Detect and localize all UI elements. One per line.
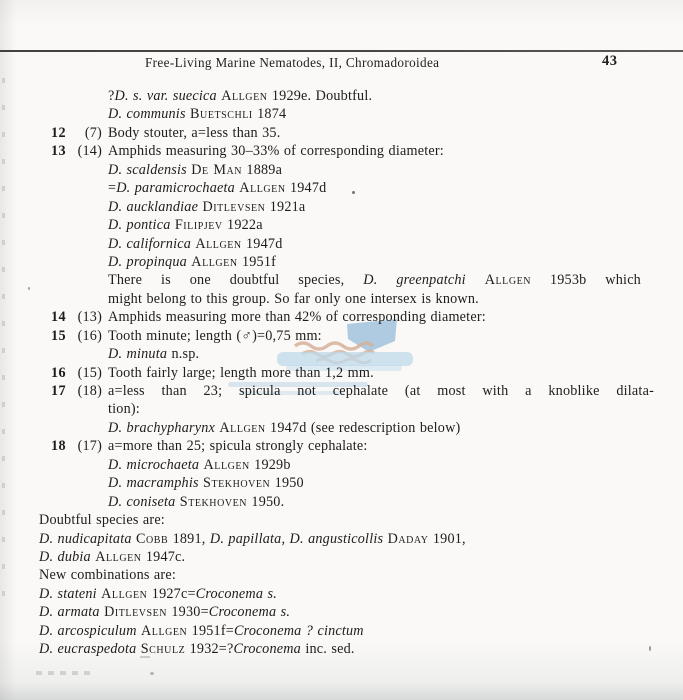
text-segment: Schulz [140, 641, 186, 658]
text-segment: Stekhoven [203, 475, 271, 492]
text-segment: 1950 [270, 475, 304, 492]
line-text [39, 623, 364, 639]
text-segment: ? [108, 88, 115, 104]
text-segment: D. communis [108, 106, 191, 123]
text-segment: 1874 [252, 106, 287, 123]
text-segment: 1950. [247, 493, 285, 510]
text-segment: Ditlevsen [202, 198, 266, 215]
text-segment: n.sp. [171, 346, 200, 363]
text-segment: Stekhoven [179, 493, 248, 510]
key-backreference: (15) [77, 364, 102, 381]
text-segment: Doubtful species are: [39, 512, 165, 529]
line-text [108, 309, 486, 325]
text-segment: 1953b which [531, 272, 641, 289]
text-segment: Cobb [136, 530, 169, 547]
text-segment: De Man [191, 161, 243, 178]
line-text [108, 438, 368, 454]
line-text [39, 531, 466, 547]
text-segment: 1947d [241, 235, 283, 252]
line-text [39, 604, 290, 620]
key-entry-line [0, 124, 683, 142]
text-segment: tion): [108, 401, 140, 418]
line-text [108, 254, 276, 270]
text-segment: 1947d (see redescription below) [265, 419, 461, 436]
text-segment: a=more than 25; spicula strongly cephalate: [108, 438, 368, 455]
paragraph-line [0, 566, 683, 584]
line-text [39, 641, 355, 657]
text-segment: Allgen [101, 585, 148, 602]
text-segment: Allgen [191, 253, 238, 270]
key-entry-line [0, 437, 683, 455]
indented-line [0, 400, 683, 418]
line-text [108, 346, 199, 362]
indented-line [0, 179, 683, 197]
line-text [108, 328, 322, 344]
key-number: 13 [51, 143, 66, 160]
scan-speck [150, 672, 154, 675]
text-segment: Allgen [484, 272, 532, 289]
indented-line [0, 456, 683, 474]
text-segment: 1947c. [141, 548, 186, 565]
paragraph-line [0, 511, 683, 529]
text-segment: D. macramphis [108, 475, 204, 492]
line-text [108, 88, 372, 104]
line-text [108, 199, 305, 215]
taxonomic-key-list [0, 87, 683, 659]
text-segment: 1951f [237, 253, 277, 270]
text-segment: Filipjev [174, 217, 223, 234]
text-segment: Allgen [219, 419, 266, 436]
paragraph-line [0, 585, 683, 603]
line-text [108, 401, 140, 417]
indented-line [0, 235, 683, 253]
line-text [108, 457, 291, 473]
text-segment: D. papillata, D. angusticollis [209, 530, 388, 547]
key-backreference: (13) [77, 309, 102, 326]
line-text [108, 494, 284, 510]
text-segment: Buetschli [190, 106, 253, 123]
indented-line [0, 253, 683, 271]
text-segment: Allgen [239, 180, 286, 197]
indented-line [0, 161, 683, 179]
text-segment: D. minuta [108, 346, 172, 363]
key-entry-line [0, 364, 683, 382]
paragraph-line [0, 548, 683, 566]
key-number: 15 [51, 327, 66, 344]
text-segment: D. aucklandiae [108, 198, 203, 215]
text-segment: D. brachypharynx [108, 419, 220, 436]
key-number: 18 [51, 438, 66, 455]
text-segment: might belong to this group. So far only one intersex is known. [108, 290, 479, 307]
line-text [108, 162, 282, 178]
indented-line [0, 474, 683, 492]
text-segment: There is one doubtful species, [108, 272, 364, 289]
key-entry-line [0, 142, 683, 160]
text-segment: inc. sed. [305, 641, 355, 658]
text-segment: Amphids measuring 30–33% of corresponding diameter: [108, 143, 444, 160]
text-segment: D. scaldensis [108, 161, 192, 178]
text-segment: Allgen [203, 456, 250, 473]
paragraph-line [0, 530, 683, 548]
text-segment: 1891, [168, 530, 210, 547]
text-segment: 1929e. Doubtful. [267, 88, 373, 104]
line-text [39, 549, 185, 565]
text-segment: D. armata [39, 604, 105, 621]
text-segment: Croconema [233, 641, 306, 658]
text-segment: 1929b [249, 456, 291, 473]
line-text [108, 180, 326, 196]
text-segment: 1901, [428, 530, 466, 547]
text-segment: 1932=? [185, 641, 234, 658]
text-segment: a=less than 23; spicula not cephalate (at most with a knoblike dilata- [108, 383, 654, 399]
paragraph-line [0, 640, 683, 658]
text-segment: 1947d [285, 180, 327, 197]
text-segment: New combinations are: [39, 567, 176, 584]
text-segment: D. pontica [108, 217, 175, 234]
key-entry-line [0, 327, 683, 345]
indented-line [0, 290, 683, 308]
line-text [39, 567, 176, 583]
text-segment: Allgen [195, 235, 242, 252]
key-number: 14 [51, 309, 66, 326]
text-segment: Allgen [95, 548, 142, 565]
key-entry-line [0, 308, 683, 326]
indented-line [0, 87, 683, 105]
text-segment: D. propinqua [108, 253, 192, 270]
indented-line [0, 345, 683, 363]
key-number: 17 [51, 383, 66, 399]
line-text [39, 512, 165, 528]
text-segment: D. greenpatchi [363, 272, 485, 289]
line-text [108, 125, 280, 141]
key-backreference: (14) [77, 143, 102, 160]
indented-line [0, 493, 683, 511]
line-text [108, 106, 286, 122]
line-text [108, 271, 641, 289]
text-segment: Amphids measuring more than 42% of corresponding diameter: [108, 309, 486, 326]
text-segment: 1927c= [147, 585, 196, 602]
text-segment: D. paramicrochaeta [116, 180, 240, 197]
line-text [108, 236, 283, 252]
text-segment: Body stouter, a=less than 35. [108, 124, 281, 141]
key-number: 16 [51, 364, 66, 381]
indented-line [0, 271, 683, 289]
line-text [108, 291, 479, 307]
key-entry-line [0, 382, 683, 400]
text-segment: Croconema s. [208, 604, 291, 621]
indented-line [0, 105, 683, 123]
line-text [108, 475, 304, 491]
line-text [39, 586, 277, 602]
scan-smudge [36, 671, 92, 675]
text-segment: Croconema ? cinctum [233, 622, 364, 639]
text-segment: Ditlevsen [104, 604, 168, 621]
text-segment: 1951f= [187, 622, 234, 639]
line-text [108, 217, 263, 233]
key-backreference: (17) [77, 438, 102, 455]
text-segment: D. stateni [39, 585, 102, 602]
text-segment: D. californica [108, 235, 196, 252]
text-segment: 1889a [242, 161, 283, 178]
line-text [108, 420, 460, 436]
paragraph-line [0, 622, 683, 640]
line-text [108, 143, 444, 159]
key-backreference: (7) [84, 124, 102, 141]
text-segment: D. s. var. suecica [114, 88, 222, 104]
text-segment: 1921a [265, 198, 306, 215]
indented-line [0, 216, 683, 234]
key-number: 12 [51, 124, 66, 141]
text-segment: Daday [387, 530, 429, 547]
text-segment: D. coniseta [108, 493, 180, 510]
text-segment: Tooth fairly large; length more than 1,2 mm. [108, 364, 374, 381]
text-segment: Allgen [141, 622, 188, 639]
text-segment: 1930= [167, 604, 209, 621]
text-segment: Allgen [221, 88, 268, 104]
text-segment: D. dubia [39, 548, 96, 565]
text-segment: Croconema s. [195, 585, 277, 602]
text-segment: Tooth minute; length (♂)=0,75 mm: [108, 327, 322, 344]
key-backreference: (16) [77, 327, 102, 344]
text-segment: D. arcospiculum [39, 622, 141, 639]
indented-line [0, 419, 683, 437]
running-header-title: Free-Living Marine Nematodes, II, Chromadoroidea [145, 55, 440, 70]
paragraph-line [0, 603, 683, 621]
text-segment: D. nudicapitata [39, 530, 137, 547]
page-number: 43 [602, 53, 618, 69]
key-backreference: (18) [77, 383, 102, 399]
line-text [108, 382, 654, 400]
line-text [108, 365, 374, 381]
text-segment: D. eucraspedota [39, 641, 141, 658]
indented-line [0, 198, 683, 216]
text-segment: D. microchaeta [108, 456, 204, 473]
text-segment: = [108, 180, 117, 197]
text-segment: 1922a [222, 217, 263, 234]
header-rule [0, 50, 683, 52]
